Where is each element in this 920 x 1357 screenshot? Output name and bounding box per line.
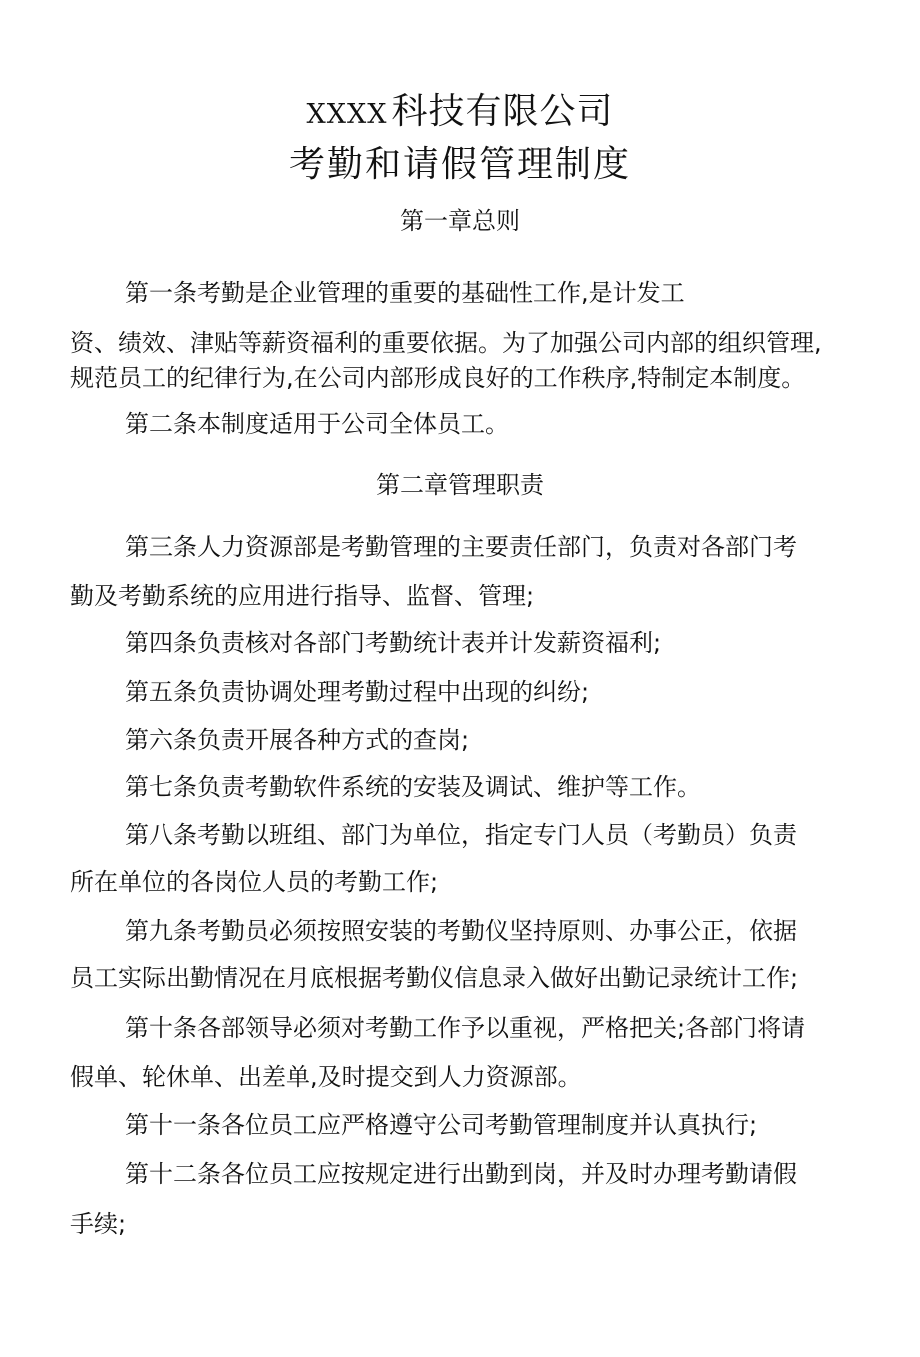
article-4-line-1: 第四条负责核对各部门考勤统计表并计发薪资福利; bbox=[125, 629, 662, 657]
article-5-line-1: 第五条负责协调处理考勤过程中出现的纠纷; bbox=[125, 678, 590, 706]
article-10-line-2: 假单、轮休单、出差单,及时提交到人力资源部。 bbox=[70, 1063, 582, 1091]
article-3-line-1: 第三条人力资源部是考勤管理的主要责任部门，负责对各部门考 bbox=[125, 533, 797, 561]
company-code: XXXX bbox=[306, 99, 388, 130]
article-1-line-2: 资、绩效、津贴等薪资福利的重要依据。为了加强公司内部的组织管理, bbox=[70, 329, 822, 357]
article-12-line-2: 手续; bbox=[70, 1210, 127, 1238]
article-11-line-1: 第十一条各位员工应严格遵守公司考勤管理制度并认真执行; bbox=[125, 1111, 758, 1139]
article-7-line-1: 第七条负责考勤软件系统的安装及调试、维护等工作。 bbox=[125, 773, 701, 801]
company-name: 科技有限公司 bbox=[391, 91, 614, 132]
article-12-line-1: 第十二条各位员工应按规定进行出勤到岗，并及时办理考勤请假 bbox=[125, 1160, 797, 1188]
article-2-line-1: 第二条本制度适用于公司全体员工。 bbox=[125, 410, 509, 438]
document-title: 考勤和请假管理制度 bbox=[288, 144, 631, 185]
chapter-heading-2: 第二章管理职责 bbox=[376, 471, 544, 499]
article-9-line-2: 员工实际出勤情况在月底根据考勤仪信息录入做好出勤记录统计工作; bbox=[70, 964, 799, 992]
article-9-line-1: 第九条考勤员必须按照安装的考勤仪坚持原则、办事公正，依据 bbox=[125, 917, 797, 945]
article-10-line-1: 第十条各部领导必须对考勤工作予以重视，严格把关;各部门将请 bbox=[125, 1014, 806, 1042]
article-8-line-2: 所在单位的各岗位人员的考勤工作; bbox=[70, 868, 439, 896]
chapter-heading-1: 第一章总则 bbox=[400, 207, 520, 235]
company-title bbox=[0, 90, 920, 137]
article-1-line-1: 第一条考勤是企业管理的重要的基础性工作,是计发工 bbox=[125, 279, 685, 307]
article-6-line-1: 第六条负责开展各种方式的查岗; bbox=[125, 726, 470, 754]
article-1-line-3: 规范员工的纪律行为,在公司内部形成良好的工作秩序,特制定本制度。 bbox=[70, 364, 806, 392]
article-8-line-1: 第八条考勤以班组、部门为单位，指定专门人员（考勤员）负责 bbox=[125, 821, 797, 849]
article-3-line-2: 勤及考勤系统的应用进行指导、监督、管理; bbox=[70, 582, 535, 610]
